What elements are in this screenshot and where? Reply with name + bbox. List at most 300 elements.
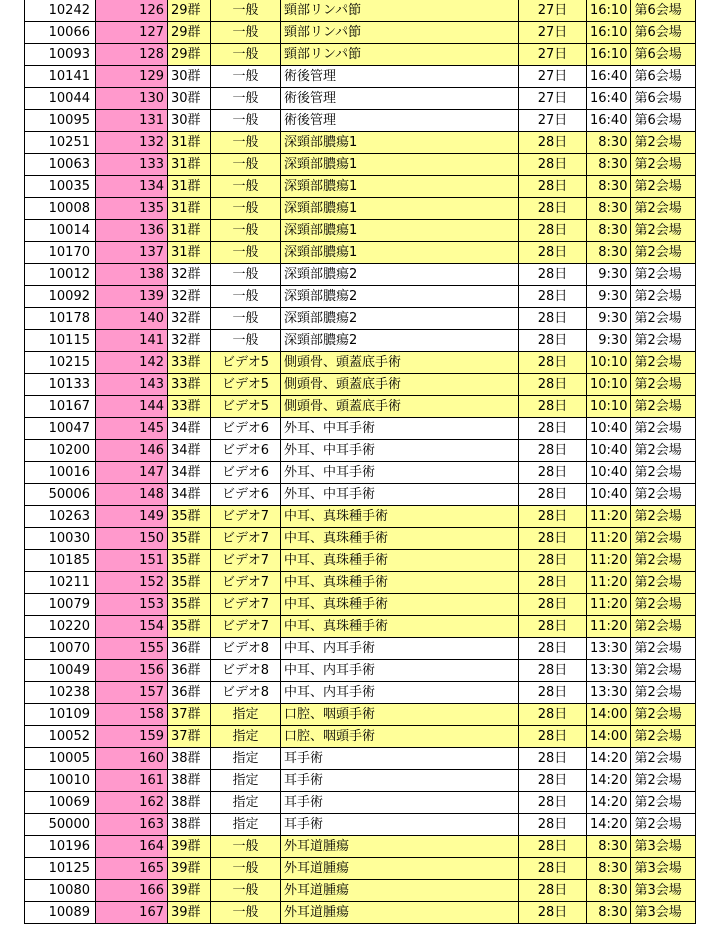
day-cell[interactable]: 27日 [519,22,587,44]
type-cell[interactable]: 一般 [211,264,281,286]
topic-cell[interactable]: 頸部リンパ節 [281,22,519,44]
number-cell[interactable]: 158 [96,704,168,726]
number-cell[interactable]: 133 [96,154,168,176]
id-cell[interactable]: 10263 [25,506,96,528]
time-cell[interactable]: 14:00 [587,726,631,748]
topic-cell[interactable]: 頸部リンパ節 [281,44,519,66]
group-cell[interactable]: 31群 [168,176,211,198]
number-cell[interactable]: 161 [96,770,168,792]
type-cell[interactable]: 一般 [211,22,281,44]
topic-cell[interactable]: 外耳道腫瘍 [281,880,519,902]
type-cell[interactable]: 一般 [211,0,281,22]
type-cell[interactable]: 一般 [211,44,281,66]
group-cell[interactable]: 39群 [168,858,211,880]
type-cell[interactable]: ビデオ7 [211,528,281,550]
number-cell[interactable]: 138 [96,264,168,286]
time-cell[interactable]: 10:40 [587,418,631,440]
group-cell[interactable]: 37群 [168,704,211,726]
type-cell[interactable]: ビデオ7 [211,594,281,616]
topic-cell[interactable]: 中耳、内耳手術 [281,682,519,704]
topic-cell[interactable]: 中耳、真珠種手術 [281,572,519,594]
group-cell[interactable]: 33群 [168,352,211,374]
hall-cell[interactable]: 第2会場 [631,418,696,440]
group-cell[interactable]: 29群 [168,22,211,44]
day-cell[interactable]: 28日 [519,286,587,308]
day-cell[interactable]: 28日 [519,748,587,770]
topic-cell[interactable]: 深頸部膿瘍1 [281,132,519,154]
time-cell[interactable]: 14:20 [587,770,631,792]
hall-cell[interactable]: 第2会場 [631,638,696,660]
type-cell[interactable]: 指定 [211,726,281,748]
day-cell[interactable]: 28日 [519,836,587,858]
id-cell[interactable]: 10133 [25,374,96,396]
hall-cell[interactable]: 第2会場 [631,286,696,308]
type-cell[interactable]: ビデオ7 [211,572,281,594]
topic-cell[interactable]: 耳手術 [281,792,519,814]
type-cell[interactable]: 指定 [211,792,281,814]
topic-cell[interactable]: 耳手術 [281,814,519,836]
number-cell[interactable]: 131 [96,110,168,132]
day-cell[interactable]: 28日 [519,858,587,880]
time-cell[interactable]: 11:20 [587,506,631,528]
time-cell[interactable]: 16:10 [587,22,631,44]
number-cell[interactable]: 157 [96,682,168,704]
group-cell[interactable]: 35群 [168,594,211,616]
type-cell[interactable]: ビデオ5 [211,374,281,396]
topic-cell[interactable]: 術後管理 [281,88,519,110]
topic-cell[interactable]: 頸部リンパ節 [281,0,519,22]
group-cell[interactable]: 29群 [168,44,211,66]
type-cell[interactable]: ビデオ6 [211,462,281,484]
hall-cell[interactable]: 第2会場 [631,264,696,286]
topic-cell[interactable]: 口腔、咽頭手術 [281,704,519,726]
number-cell[interactable]: 141 [96,330,168,352]
hall-cell[interactable]: 第2会場 [631,792,696,814]
topic-cell[interactable]: 深頸部膿瘍2 [281,264,519,286]
id-cell[interactable]: 10012 [25,264,96,286]
group-cell[interactable]: 38群 [168,770,211,792]
group-cell[interactable]: 37群 [168,726,211,748]
hall-cell[interactable]: 第6会場 [631,0,696,22]
type-cell[interactable]: 指定 [211,704,281,726]
day-cell[interactable]: 27日 [519,0,587,22]
number-cell[interactable]: 128 [96,44,168,66]
hall-cell[interactable]: 第2会場 [631,506,696,528]
time-cell[interactable]: 11:20 [587,594,631,616]
time-cell[interactable]: 13:30 [587,682,631,704]
hall-cell[interactable]: 第2会場 [631,528,696,550]
topic-cell[interactable]: 外耳、中耳手術 [281,462,519,484]
number-cell[interactable]: 153 [96,594,168,616]
hall-cell[interactable]: 第6会場 [631,44,696,66]
type-cell[interactable]: ビデオ8 [211,660,281,682]
day-cell[interactable]: 28日 [519,506,587,528]
topic-cell[interactable]: 外耳道腫瘍 [281,858,519,880]
time-cell[interactable]: 11:20 [587,572,631,594]
id-cell[interactable]: 10044 [25,88,96,110]
type-cell[interactable]: 一般 [211,286,281,308]
hall-cell[interactable]: 第2会場 [631,220,696,242]
day-cell[interactable]: 28日 [519,330,587,352]
hall-cell[interactable]: 第3会場 [631,836,696,858]
id-cell[interactable]: 10092 [25,286,96,308]
type-cell[interactable]: 指定 [211,770,281,792]
topic-cell[interactable]: 深頸部膿瘍2 [281,308,519,330]
time-cell[interactable]: 14:20 [587,748,631,770]
number-cell[interactable]: 129 [96,66,168,88]
topic-cell[interactable]: 外耳道腫瘍 [281,902,519,924]
hall-cell[interactable]: 第2会場 [631,594,696,616]
type-cell[interactable]: 一般 [211,308,281,330]
day-cell[interactable]: 28日 [519,440,587,462]
hall-cell[interactable]: 第2会場 [631,330,696,352]
topic-cell[interactable]: 外耳道腫瘍 [281,836,519,858]
time-cell[interactable]: 10:40 [587,462,631,484]
number-cell[interactable]: 140 [96,308,168,330]
type-cell[interactable]: 一般 [211,154,281,176]
number-cell[interactable]: 148 [96,484,168,506]
time-cell[interactable]: 11:20 [587,528,631,550]
hall-cell[interactable]: 第2会場 [631,176,696,198]
number-cell[interactable]: 155 [96,638,168,660]
topic-cell[interactable]: 深頸部膿瘍1 [281,176,519,198]
time-cell[interactable]: 16:10 [587,44,631,66]
time-cell[interactable]: 9:30 [587,308,631,330]
number-cell[interactable]: 130 [96,88,168,110]
id-cell[interactable]: 10141 [25,66,96,88]
topic-cell[interactable]: 中耳、真珠種手術 [281,506,519,528]
id-cell[interactable]: 10010 [25,770,96,792]
group-cell[interactable]: 31群 [168,154,211,176]
time-cell[interactable]: 8:30 [587,220,631,242]
id-cell[interactable]: 10178 [25,308,96,330]
day-cell[interactable]: 28日 [519,880,587,902]
time-cell[interactable]: 8:30 [587,154,631,176]
group-cell[interactable]: 35群 [168,550,211,572]
day-cell[interactable]: 28日 [519,902,587,924]
id-cell[interactable]: 10115 [25,330,96,352]
time-cell[interactable]: 14:00 [587,704,631,726]
time-cell[interactable]: 9:30 [587,286,631,308]
hall-cell[interactable]: 第6会場 [631,66,696,88]
type-cell[interactable]: 一般 [211,66,281,88]
type-cell[interactable]: 一般 [211,88,281,110]
time-cell[interactable]: 9:30 [587,264,631,286]
topic-cell[interactable]: 耳手術 [281,770,519,792]
day-cell[interactable]: 27日 [519,110,587,132]
day-cell[interactable]: 28日 [519,154,587,176]
id-cell[interactable]: 10049 [25,660,96,682]
day-cell[interactable]: 28日 [519,660,587,682]
number-cell[interactable]: 136 [96,220,168,242]
id-cell[interactable]: 10093 [25,44,96,66]
number-cell[interactable]: 150 [96,528,168,550]
day-cell[interactable]: 28日 [519,682,587,704]
day-cell[interactable]: 28日 [519,418,587,440]
group-cell[interactable]: 31群 [168,220,211,242]
hall-cell[interactable]: 第2会場 [631,374,696,396]
topic-cell[interactable]: 深頸部膿瘍1 [281,220,519,242]
id-cell[interactable]: 10069 [25,792,96,814]
number-cell[interactable]: 167 [96,902,168,924]
topic-cell[interactable]: 中耳、内耳手術 [281,660,519,682]
hall-cell[interactable]: 第3会場 [631,880,696,902]
number-cell[interactable]: 135 [96,198,168,220]
day-cell[interactable]: 28日 [519,132,587,154]
id-cell[interactable]: 10125 [25,858,96,880]
id-cell[interactable]: 10215 [25,352,96,374]
number-cell[interactable]: 151 [96,550,168,572]
time-cell[interactable]: 16:10 [587,0,631,22]
day-cell[interactable]: 28日 [519,814,587,836]
topic-cell[interactable]: 口腔、咽頭手術 [281,726,519,748]
topic-cell[interactable]: 中耳、真珠種手術 [281,550,519,572]
id-cell[interactable]: 10220 [25,616,96,638]
number-cell[interactable]: 159 [96,726,168,748]
topic-cell[interactable]: 外耳、中耳手術 [281,440,519,462]
group-cell[interactable]: 32群 [168,264,211,286]
hall-cell[interactable]: 第2会場 [631,726,696,748]
hall-cell[interactable]: 第2会場 [631,462,696,484]
group-cell[interactable]: 36群 [168,638,211,660]
hall-cell[interactable]: 第2会場 [631,814,696,836]
topic-cell[interactable]: 外耳、中耳手術 [281,418,519,440]
type-cell[interactable]: ビデオ6 [211,484,281,506]
group-cell[interactable]: 34群 [168,418,211,440]
topic-cell[interactable]: 術後管理 [281,66,519,88]
number-cell[interactable]: 164 [96,836,168,858]
group-cell[interactable]: 33群 [168,396,211,418]
hall-cell[interactable]: 第2会場 [631,616,696,638]
hall-cell[interactable]: 第2会場 [631,660,696,682]
group-cell[interactable]: 31群 [168,242,211,264]
group-cell[interactable]: 38群 [168,814,211,836]
day-cell[interactable]: 28日 [519,264,587,286]
type-cell[interactable]: 一般 [211,242,281,264]
hall-cell[interactable]: 第2会場 [631,484,696,506]
time-cell[interactable]: 10:10 [587,374,631,396]
day-cell[interactable]: 28日 [519,594,587,616]
day-cell[interactable]: 28日 [519,704,587,726]
hall-cell[interactable]: 第2会場 [631,132,696,154]
topic-cell[interactable]: 深頸部膿瘍2 [281,330,519,352]
hall-cell[interactable]: 第2会場 [631,440,696,462]
number-cell[interactable]: 165 [96,858,168,880]
id-cell[interactable]: 10005 [25,748,96,770]
hall-cell[interactable]: 第2会場 [631,748,696,770]
time-cell[interactable]: 16:40 [587,66,631,88]
number-cell[interactable]: 145 [96,418,168,440]
number-cell[interactable]: 152 [96,572,168,594]
topic-cell[interactable]: 側頭骨、頭蓋底手術 [281,396,519,418]
time-cell[interactable]: 8:30 [587,198,631,220]
hall-cell[interactable]: 第3会場 [631,858,696,880]
hall-cell[interactable]: 第2会場 [631,308,696,330]
topic-cell[interactable]: 深頸部膿瘍1 [281,154,519,176]
hall-cell[interactable]: 第2会場 [631,550,696,572]
time-cell[interactable]: 14:20 [587,814,631,836]
time-cell[interactable]: 10:40 [587,484,631,506]
type-cell[interactable]: 一般 [211,330,281,352]
topic-cell[interactable]: 深頸部膿瘍1 [281,242,519,264]
id-cell[interactable]: 10014 [25,220,96,242]
day-cell[interactable]: 28日 [519,528,587,550]
type-cell[interactable]: ビデオ6 [211,440,281,462]
number-cell[interactable]: 134 [96,176,168,198]
group-cell[interactable]: 34群 [168,440,211,462]
day-cell[interactable]: 28日 [519,616,587,638]
hall-cell[interactable]: 第2会場 [631,198,696,220]
id-cell[interactable]: 50000 [25,814,96,836]
day-cell[interactable]: 27日 [519,44,587,66]
type-cell[interactable]: ビデオ5 [211,352,281,374]
type-cell[interactable]: 一般 [211,836,281,858]
group-cell[interactable]: 30群 [168,88,211,110]
group-cell[interactable]: 32群 [168,308,211,330]
hall-cell[interactable]: 第2会場 [631,154,696,176]
group-cell[interactable]: 30群 [168,110,211,132]
topic-cell[interactable]: 側頭骨、頭蓋底手術 [281,352,519,374]
group-cell[interactable]: 39群 [168,880,211,902]
number-cell[interactable]: 146 [96,440,168,462]
id-cell[interactable]: 10196 [25,836,96,858]
id-cell[interactable]: 10030 [25,528,96,550]
id-cell[interactable]: 10063 [25,154,96,176]
number-cell[interactable]: 154 [96,616,168,638]
id-cell[interactable]: 10080 [25,880,96,902]
number-cell[interactable]: 149 [96,506,168,528]
id-cell[interactable]: 50006 [25,484,96,506]
type-cell[interactable]: ビデオ6 [211,418,281,440]
id-cell[interactable]: 10008 [25,198,96,220]
time-cell[interactable]: 11:20 [587,550,631,572]
time-cell[interactable]: 16:40 [587,88,631,110]
topic-cell[interactable]: 中耳、真珠種手術 [281,594,519,616]
time-cell[interactable]: 8:30 [587,902,631,924]
number-cell[interactable]: 137 [96,242,168,264]
id-cell[interactable]: 10211 [25,572,96,594]
topic-cell[interactable]: 深頸部膿瘍1 [281,198,519,220]
hall-cell[interactable]: 第6会場 [631,110,696,132]
day-cell[interactable]: 28日 [519,550,587,572]
id-cell[interactable]: 10095 [25,110,96,132]
hall-cell[interactable]: 第2会場 [631,396,696,418]
number-cell[interactable]: 144 [96,396,168,418]
group-cell[interactable]: 32群 [168,286,211,308]
group-cell[interactable]: 35群 [168,528,211,550]
group-cell[interactable]: 32群 [168,330,211,352]
topic-cell[interactable]: 深頸部膿瘍2 [281,286,519,308]
group-cell[interactable]: 39群 [168,836,211,858]
group-cell[interactable]: 39群 [168,902,211,924]
topic-cell[interactable]: 側頭骨、頭蓋底手術 [281,374,519,396]
day-cell[interactable]: 28日 [519,220,587,242]
day-cell[interactable]: 28日 [519,352,587,374]
number-cell[interactable]: 166 [96,880,168,902]
id-cell[interactable]: 10052 [25,726,96,748]
number-cell[interactable]: 160 [96,748,168,770]
day-cell[interactable]: 27日 [519,66,587,88]
time-cell[interactable]: 8:30 [587,176,631,198]
topic-cell[interactable]: 耳手術 [281,748,519,770]
id-cell[interactable]: 10185 [25,550,96,572]
group-cell[interactable]: 34群 [168,462,211,484]
day-cell[interactable]: 28日 [519,484,587,506]
hall-cell[interactable]: 第6会場 [631,22,696,44]
day-cell[interactable]: 28日 [519,176,587,198]
id-cell[interactable]: 10242 [25,0,96,22]
number-cell[interactable]: 132 [96,132,168,154]
time-cell[interactable]: 9:30 [587,330,631,352]
id-cell[interactable]: 10047 [25,418,96,440]
number-cell[interactable]: 139 [96,286,168,308]
time-cell[interactable]: 13:30 [587,660,631,682]
group-cell[interactable]: 35群 [168,572,211,594]
day-cell[interactable]: 28日 [519,770,587,792]
group-cell[interactable]: 30群 [168,66,211,88]
type-cell[interactable]: ビデオ7 [211,550,281,572]
group-cell[interactable]: 31群 [168,132,211,154]
type-cell[interactable]: 指定 [211,748,281,770]
number-cell[interactable]: 127 [96,22,168,44]
day-cell[interactable]: 28日 [519,572,587,594]
group-cell[interactable]: 33群 [168,374,211,396]
id-cell[interactable]: 10167 [25,396,96,418]
type-cell[interactable]: 一般 [211,198,281,220]
number-cell[interactable]: 162 [96,792,168,814]
type-cell[interactable]: ビデオ5 [211,396,281,418]
type-cell[interactable]: ビデオ7 [211,616,281,638]
time-cell[interactable]: 10:10 [587,352,631,374]
hall-cell[interactable]: 第6会場 [631,88,696,110]
group-cell[interactable]: 31群 [168,198,211,220]
time-cell[interactable]: 8:30 [587,880,631,902]
id-cell[interactable]: 10079 [25,594,96,616]
time-cell[interactable]: 8:30 [587,836,631,858]
time-cell[interactable]: 10:40 [587,440,631,462]
type-cell[interactable]: 一般 [211,110,281,132]
time-cell[interactable]: 8:30 [587,858,631,880]
id-cell[interactable]: 10170 [25,242,96,264]
type-cell[interactable]: 一般 [211,132,281,154]
group-cell[interactable]: 38群 [168,792,211,814]
type-cell[interactable]: 指定 [211,814,281,836]
day-cell[interactable]: 27日 [519,88,587,110]
time-cell[interactable]: 8:30 [587,132,631,154]
day-cell[interactable]: 28日 [519,638,587,660]
id-cell[interactable]: 10238 [25,682,96,704]
id-cell[interactable]: 10089 [25,902,96,924]
number-cell[interactable]: 126 [96,0,168,22]
hall-cell[interactable]: 第3会場 [631,902,696,924]
time-cell[interactable]: 14:20 [587,792,631,814]
day-cell[interactable]: 28日 [519,308,587,330]
number-cell[interactable]: 163 [96,814,168,836]
time-cell[interactable]: 16:40 [587,110,631,132]
day-cell[interactable]: 28日 [519,462,587,484]
id-cell[interactable]: 10070 [25,638,96,660]
group-cell[interactable]: 36群 [168,660,211,682]
type-cell[interactable]: 一般 [211,902,281,924]
group-cell[interactable]: 35群 [168,616,211,638]
group-cell[interactable]: 34群 [168,484,211,506]
topic-cell[interactable]: 術後管理 [281,110,519,132]
group-cell[interactable]: 36群 [168,682,211,704]
hall-cell[interactable]: 第2会場 [631,572,696,594]
time-cell[interactable]: 13:30 [587,638,631,660]
group-cell[interactable]: 29群 [168,0,211,22]
time-cell[interactable]: 10:10 [587,396,631,418]
